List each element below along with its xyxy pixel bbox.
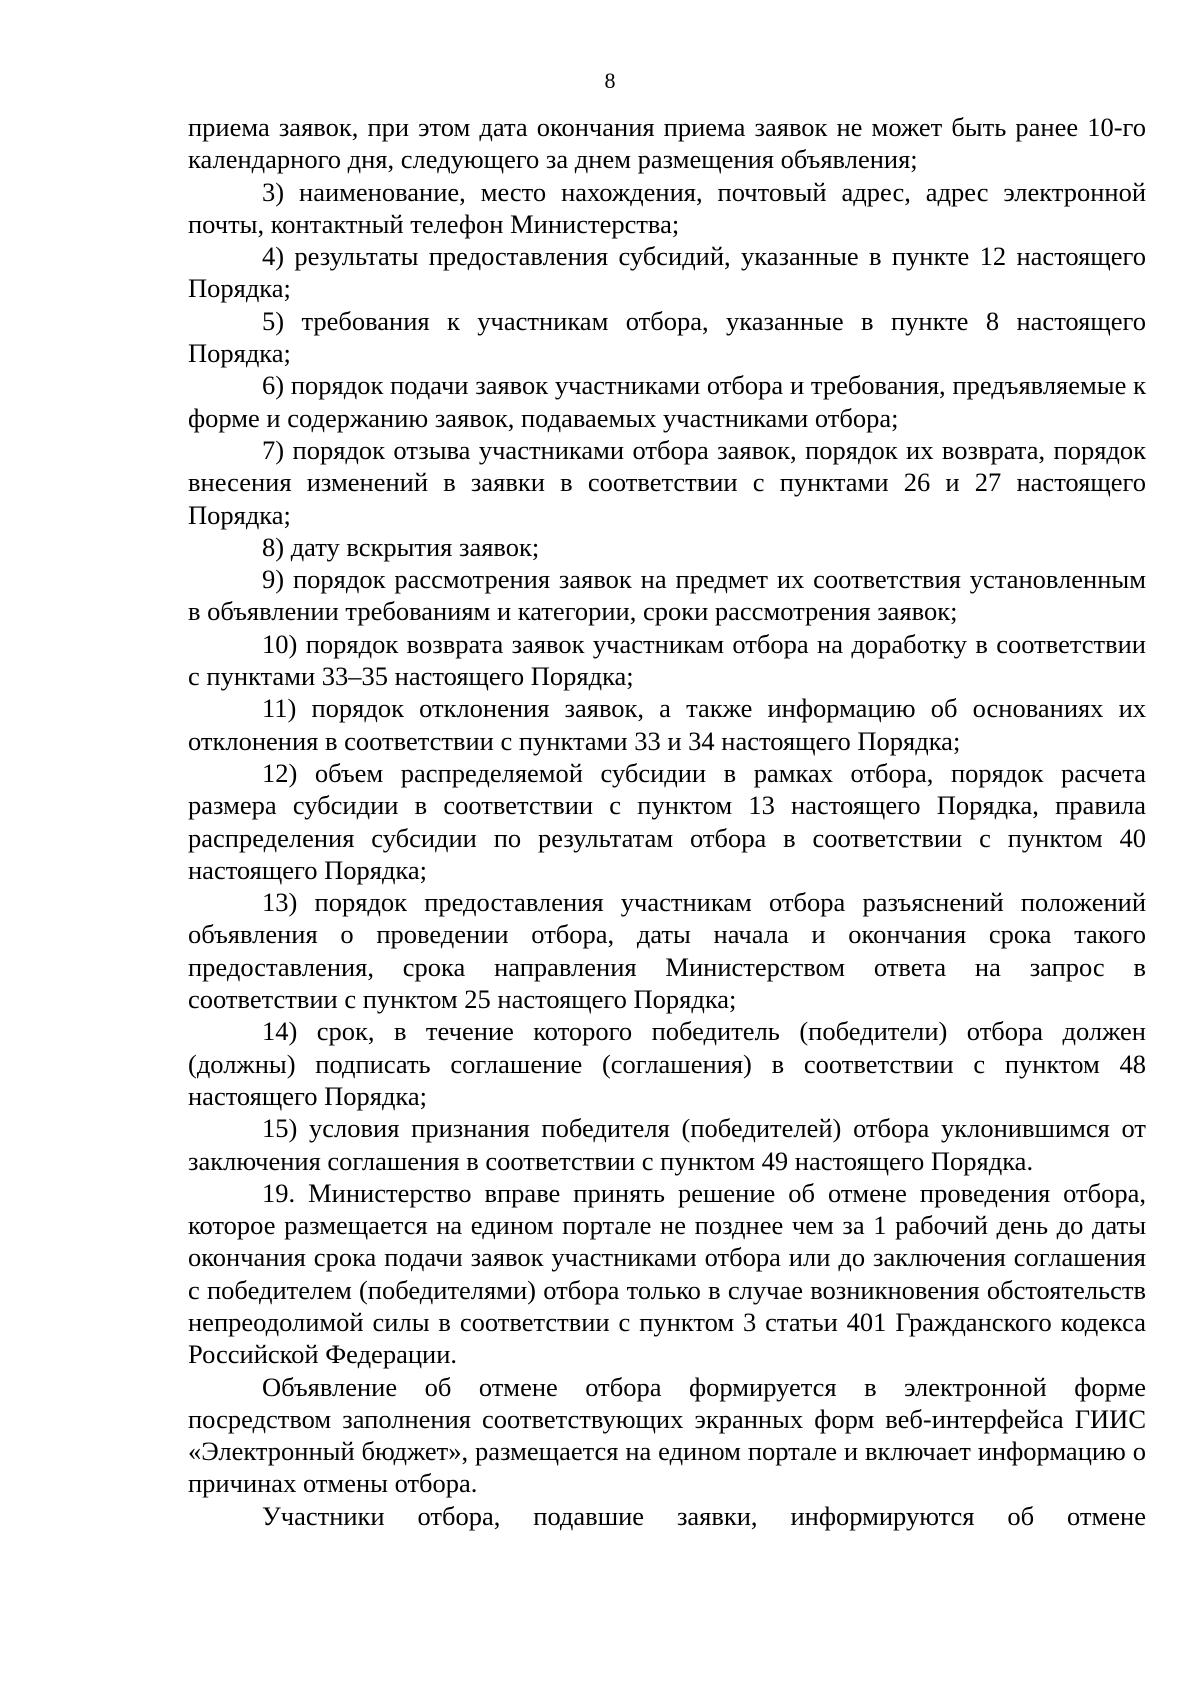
list-item-12: 12) объем распределяемой субсидии в рамках отбора, порядок расчета размера субсидии в соответствии с пунктом 13 настоящего Порядка, правила распределения субсидии по результатам отбора в соответствии с пунктом 40 настоящего Порядка; bbox=[188, 757, 1146, 885]
participants-informed-paragraph: Участники отбора, подавшие заявки, информируются об отмене bbox=[262, 1500, 1146, 1531]
list-item-7: 7) порядок отзыва участниками отбора заявок, порядок их возврата, порядок внесения изменений в заявки в соответствии с пунктами 26 и 27 настоящего Порядка; bbox=[188, 434, 1146, 530]
list-item-4: 4) результаты предоставления субсидий, указанные в пункте 12 настоящего Порядка; bbox=[188, 241, 1146, 304]
cancellation-notice-paragraph: Объявление об отмене отбора формируется в электронной форме посредством заполнения соответствующих экранных форм веб-интерфейса ГИИС «Электронный бюджет», размещается на едином портале и включает информацию о причинах отмены отбора. bbox=[188, 1371, 1146, 1499]
clause-19: 19. Министерство вправе принять решение об отмене проведения отбора, которое размещается на едином портале не позднее чем за 1 рабочий день до даты окончания срока подачи заявок участниками отбора или до заключения соглашения с победителем (победителями) отбора только в случае возникновения обстоятельств непреодолимой силы в соответствии с пунктом 3 статьи 401 Гражданского кодекса Российской Федерации. bbox=[188, 1177, 1146, 1370]
paragraph-continuation: приема заявок, при этом дата окончания приема заявок не может быть ранее 10-го календарного дня, следующего за днем размещения объявления; bbox=[188, 112, 1146, 175]
list-item-3: 3) наименование, место нахождения, почтовый адрес, адрес электронной почты, контактный телефон Министерства; bbox=[188, 176, 1146, 239]
list-item-14: 14) срок, в течение которого победитель (победители) отбора должен (должны) подписать соглашение (соглашения) в соответствии с пунктом 48 настоящего Порядка; bbox=[188, 1016, 1146, 1111]
list-item-15: 15) условия признания победителя (победителей) отбора уклонившимся от заключения соглашения в соответствии с пунктом 49 настоящего Порядка. bbox=[188, 1113, 1146, 1176]
list-item-8: 8) дату вскрытия заявок; bbox=[262, 531, 540, 562]
list-item-6: 6) порядок подачи заявок участниками отбора и требования, предъявляемые к форме и содержанию заявок, подаваемых участниками отбора; bbox=[188, 370, 1146, 433]
page-number: 8 bbox=[604, 68, 616, 93]
list-item-11: 11) порядок отклонения заявок, а также информацию об основаниях их отклонения в соответствии с пунктами 33 и 34 настоящего Порядка; bbox=[188, 693, 1146, 756]
document-body bbox=[188, 111, 1146, 1532]
list-item-13: 13) порядок предоставления участникам отбора разъяснений положений объявления о проведении отбора, даты начала и окончания срока такого предоставления, срока направления Министерством ответа на запрос в соответствии с пунктом 25 настоящего Порядка; bbox=[188, 887, 1146, 1015]
list-item-10: 10) порядок возврата заявок участникам отбора на доработку в соответствии с пунктами 33–35 настоящего Порядка; bbox=[188, 628, 1146, 692]
list-item-9: 9) порядок рассмотрения заявок на предмет их соответствия установленным в объявлении требованиям и категории, сроки рассмотрения заявок; bbox=[188, 564, 1146, 627]
list-item-5: 5) требования к участникам отбора, указанные в пункте 8 настоящего Порядка; bbox=[188, 305, 1146, 369]
